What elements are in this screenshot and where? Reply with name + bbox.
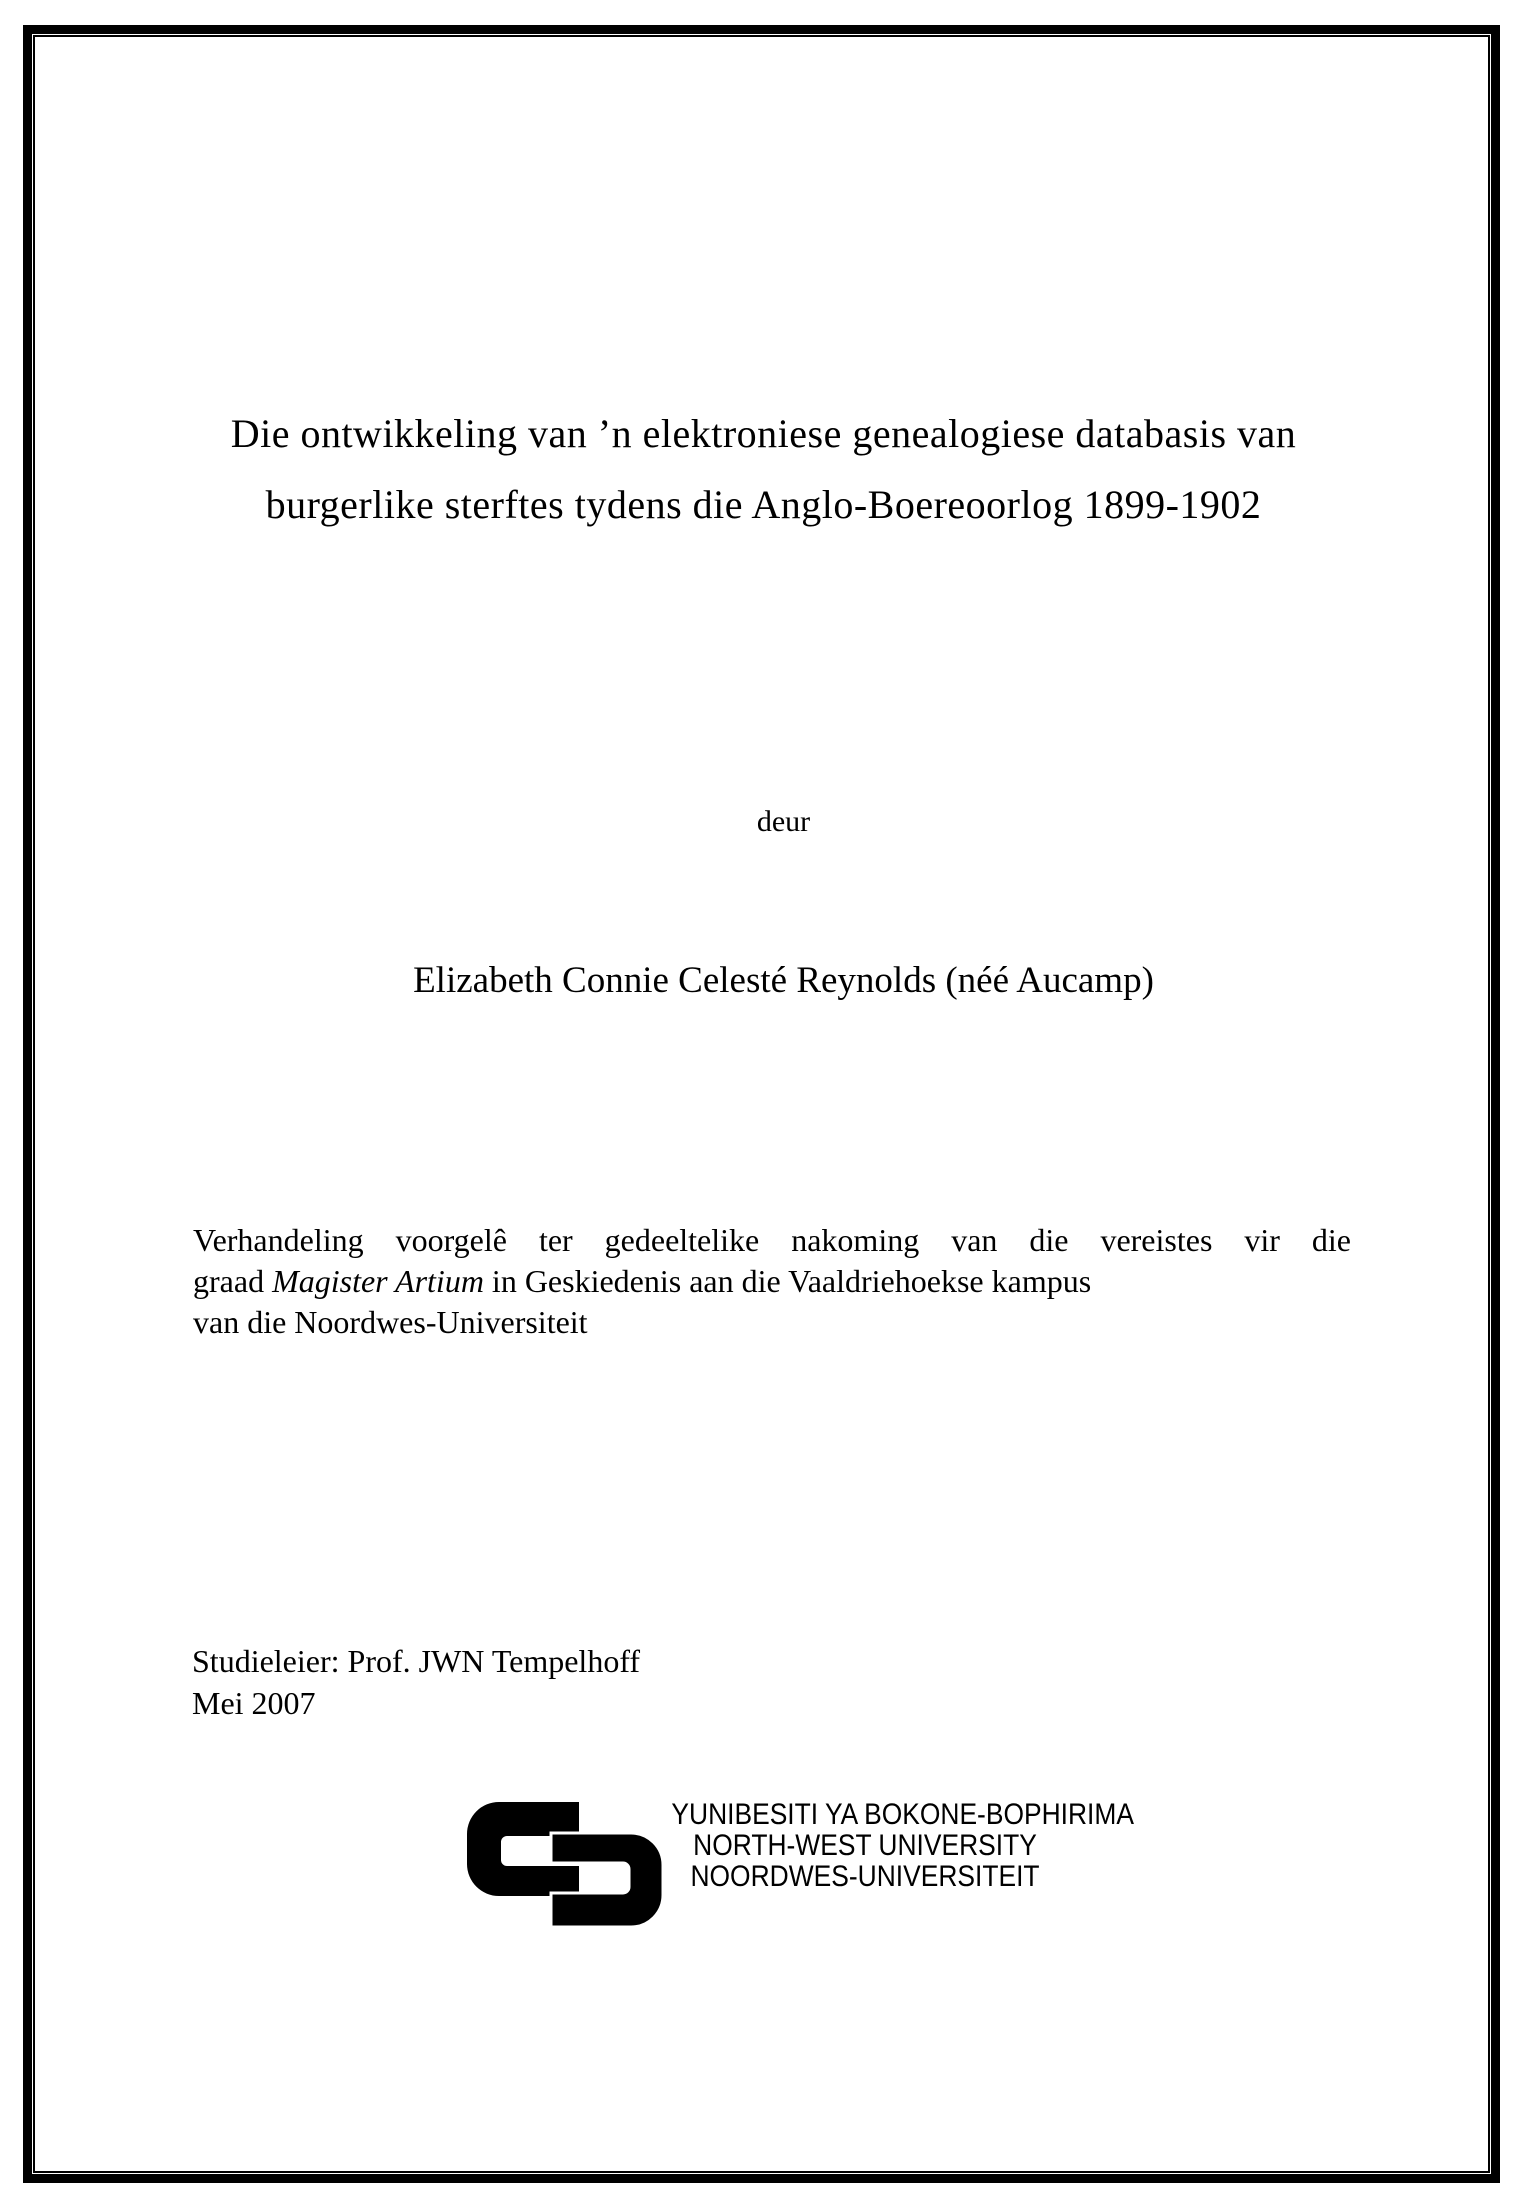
supervisor-block <box>192 1640 640 1724</box>
byline-word: deur <box>756 805 811 838</box>
supervisor-line: Studieleier: Prof. JWN Tempelhoff <box>192 1643 641 1679</box>
thesis-title-line-2: burgerlike sterftes tydens die Anglo-Boereoorlog 1899-1902 <box>265 482 1262 527</box>
degree-statement-line-3: van die Noordwes-Universiteit <box>193 1304 588 1340</box>
university-logo-icon <box>467 1802 663 1928</box>
degree-statement <box>193 1220 1351 1343</box>
logo-line-english: NORTH-WEST UNIVERSITY <box>693 1829 1037 1862</box>
logo-line-afrikaans: NOORDWES-UNIVERSITEIT <box>690 1860 1040 1893</box>
degree-statement-line-1: Verhandeling voorgelê ter gedeeltelike nakoming van die vereistes vir die <box>193 1222 1351 1258</box>
thesis-title-line-1: Die ontwikkeling van ’n elektroniese genealogiese databasis van <box>230 411 1297 456</box>
university-logo-wordmark <box>671 1798 1135 1893</box>
degree-statement-line-2-pre: graad <box>193 1263 273 1299</box>
degree-statement-line-2 <box>193 1261 1351 1302</box>
date-line: Mei 2007 <box>192 1685 316 1721</box>
degree-statement-line-2-post: in Geskiedenis aan die Vaaldriehoekse kampus <box>483 1263 1092 1299</box>
logo-line-setswana: YUNIBESITI YA BOKONE-BOPHIRIMA <box>671 1798 1135 1831</box>
author-name: Elizabeth Connie Celesté Reynolds (néé Aucamp) <box>413 960 1154 1001</box>
degree-statement-line-2-italic: Magister Artium <box>272 1263 484 1299</box>
thesis-title <box>45 398 1482 540</box>
